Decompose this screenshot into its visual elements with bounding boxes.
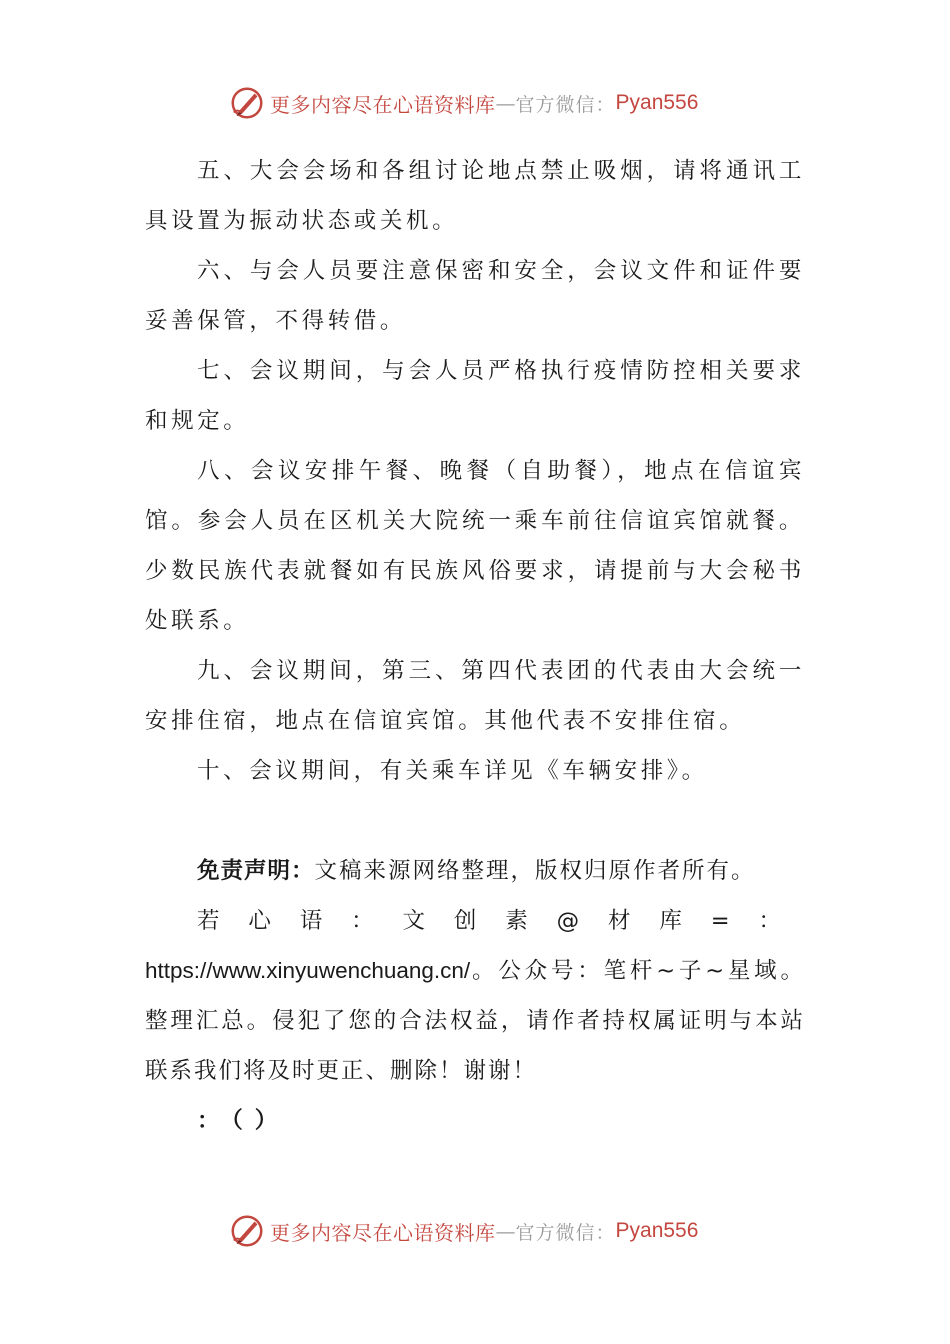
banner-separator: — xyxy=(495,1219,516,1243)
paragraph-item-7: 七、会议期间，与会人员严格执行疫情防控相关要求和规定。 xyxy=(145,358,805,434)
banner-wechat-id: Pyan556 xyxy=(615,91,699,114)
paragraph-item-5: 五、大会会场和各组讨论地点禁止吸烟，请将通讯工具设置为振动状态或关机。 xyxy=(145,158,805,234)
disclaimer-source-label: 若心语：文创素@材库=： xyxy=(197,908,805,934)
pen-logo-icon xyxy=(228,84,266,122)
disclaimer-url-link[interactable]: https://www.xinyuwenchuang.cn/ xyxy=(145,958,471,983)
pen-logo-icon xyxy=(228,1212,266,1250)
disclaimer-copyright: 文稿来源网络整理，版权归原作者所有。 xyxy=(314,858,756,884)
section-spacer xyxy=(145,796,805,846)
document-body xyxy=(145,146,805,1146)
disclaimer-rest: 。公众号：笔杆~子~星域。整理汇总。侵犯了您的合法权益，请作者持权属证明与本站联系我们将及时更正、删除！谢谢！ xyxy=(145,958,805,1084)
banner-wechat-label: 官方微信： xyxy=(515,93,616,116)
disclaimer-title: 免责声明： xyxy=(197,858,315,884)
banner-text: 更多内容尽在心语资料库 xyxy=(270,92,496,117)
trailing-punctuation: ：（） xyxy=(197,1108,290,1134)
paragraph-item-10: 十、会议期间，有关乘车详见《车辆安排》。 xyxy=(197,758,708,784)
disclaimer-line-1 xyxy=(145,846,805,896)
disclaimer-body xyxy=(145,896,805,1096)
paragraph-item-8: 八、会议安排午餐、晚餐（自助餐），地点在信谊宾馆。参会人员在区机关大院统一乘车前往信谊宾馆就餐。少数民族代表就餐如有民族风俗要求，请提前与大会秘书处联系。 xyxy=(145,458,805,634)
header-banner xyxy=(228,83,698,123)
banner-wechat-label: 官方微信： xyxy=(515,1221,616,1244)
paragraph-item-9: 九、会议期间，第三、第四代表团的代表由大会统一安排住宿，地点在信谊宾馆。其他代表不安排住宿。 xyxy=(145,658,805,734)
banner-separator: — xyxy=(495,91,516,115)
banner-wechat-id: Pyan556 xyxy=(615,1219,699,1242)
footer-banner xyxy=(228,1211,698,1251)
banner-text: 更多内容尽在心语资料库 xyxy=(270,1220,496,1245)
paragraph-item-6: 六、与会人员要注意保密和安全，会议文件和证件要妥善保管，不得转借。 xyxy=(145,258,805,334)
